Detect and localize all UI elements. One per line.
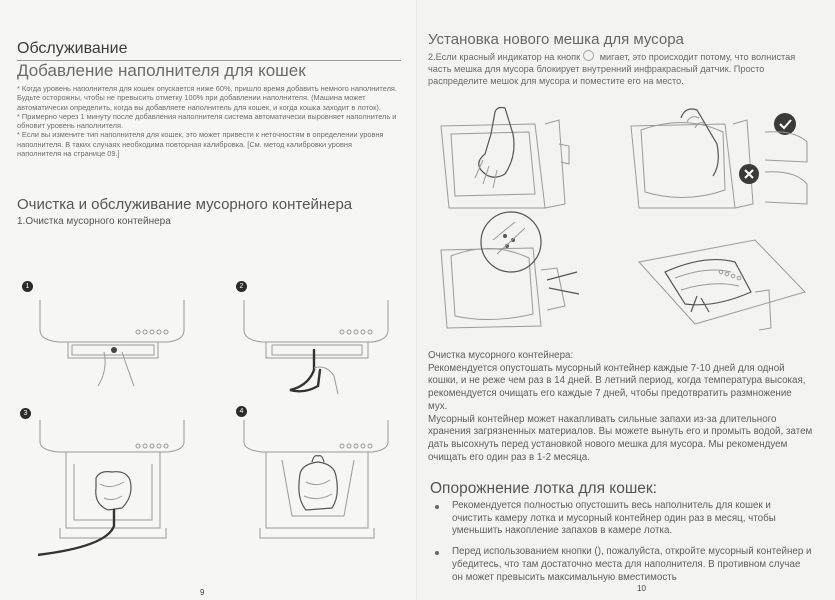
step-number: 2 <box>236 281 247 292</box>
filler-notes <box>17 84 397 158</box>
page-number: 10 <box>637 584 646 593</box>
bag-illustration-3 <box>437 210 587 334</box>
tray-bullet-list <box>432 500 812 592</box>
section-title: Обслуживание <box>17 40 128 57</box>
bullet-text: Перед использованием кнопки (), пожалуйста, откройте мусорный контейнер и убедитесь, что там достаточно места для наполнителя. В противном случае он может превысить максимальную вместимость <box>452 546 812 583</box>
step-number: 3 <box>20 408 31 419</box>
bag-text-start: 2.Если красный индикатор на кнопк <box>428 52 581 62</box>
step-3-illustration <box>38 416 188 566</box>
step-number: 4 <box>236 406 247 417</box>
container-clean-paragraph: Мусорный контейнер может накапливать сильные запахи из-за длительного хранения загрязненных материалов. Вы можете вынуть его и промыть водой, затем дать высохнуть перед установкой нового мешка для мусора. Мы рекомендуем очищать его один раз в 1-2 месяца. <box>428 413 813 463</box>
filler-note: * Когда уровень наполнителя для кошек опускается ниже 60%, пришло время добавить немного наполнителя. Будьте осторожны, чтобы не превысить отметку 100% при добавлении наполнителя. (Машина может автоматически определить, когда вы добавляете наполнитель для кошек, и когда кошка заходит в лоток). <box>17 84 397 112</box>
tray-empty-title: Опорожнение лотка для кошек: <box>430 480 657 497</box>
filler-note: * Примерно через 1 минуту после добавления наполнителя система автоматически выровняет наполнитель и обновит уровень наполнителя. <box>17 111 397 131</box>
container-clean-block <box>428 350 813 464</box>
power-button-icon <box>583 50 594 61</box>
step-2-illustration <box>242 290 392 400</box>
filler-note: * Если вы измените тип наполнителя для кошек, это может привести к неточностям в определении уровня наполнителя. В таких случаях необходима повторная калибровка. [См. метод калибровки уровня наполнителя на странице 09.] <box>17 130 384 159</box>
bullet-text: Рекомендуется полностью опустошить весь наполнитель для кошек и очистить камеру лотка и мусорный контейнер один раз в месяц, чтобы уменьшить накопление запахов в камере лотка. <box>452 500 776 537</box>
step-1-illustration <box>38 290 188 390</box>
list-item <box>432 546 812 584</box>
bag-illustration-2 <box>625 104 815 216</box>
container-clean-subtitle: 1.Очистка мусорного контейнера <box>17 216 171 227</box>
bullet-dot <box>435 551 439 555</box>
step-4-illustration <box>242 416 392 546</box>
right-page <box>417 0 835 600</box>
list-item <box>432 500 812 538</box>
container-clean-paragraph: Рекомендуется опустошать мусорный контейнер каждые 7-10 дней для одной кошки, и не реже чем раз в 14 дней. В летний период, когда температура высокая, рекомендуется очищать его каждые 7 дней, чтобы предотвратить размножение мух. <box>428 362 806 412</box>
bag-text <box>428 50 803 87</box>
bag-text-end: мигает, это происходит потому, что волнистая часть мешка для мусора блокирует внутренний инфракрасный датчик. Просто распределите мешок для мусора и поместите его на место. <box>428 52 796 86</box>
container-clean-heading: Очистка мусорного контейнера: <box>428 350 574 361</box>
bullet-dot <box>435 505 439 509</box>
left-page <box>0 0 417 600</box>
add-filler-title: Добавление наполнителя для кошек <box>17 61 306 80</box>
bag-illustration-1 <box>435 104 580 216</box>
page-number: 9 <box>200 588 205 597</box>
bag-title: Установка нового мешка для мусора <box>428 31 684 48</box>
container-clean-title: Очистка и обслуживание мусорного контейнера <box>17 196 353 213</box>
bag-illustration-4 <box>635 232 815 336</box>
step-number: 1 <box>22 281 33 292</box>
